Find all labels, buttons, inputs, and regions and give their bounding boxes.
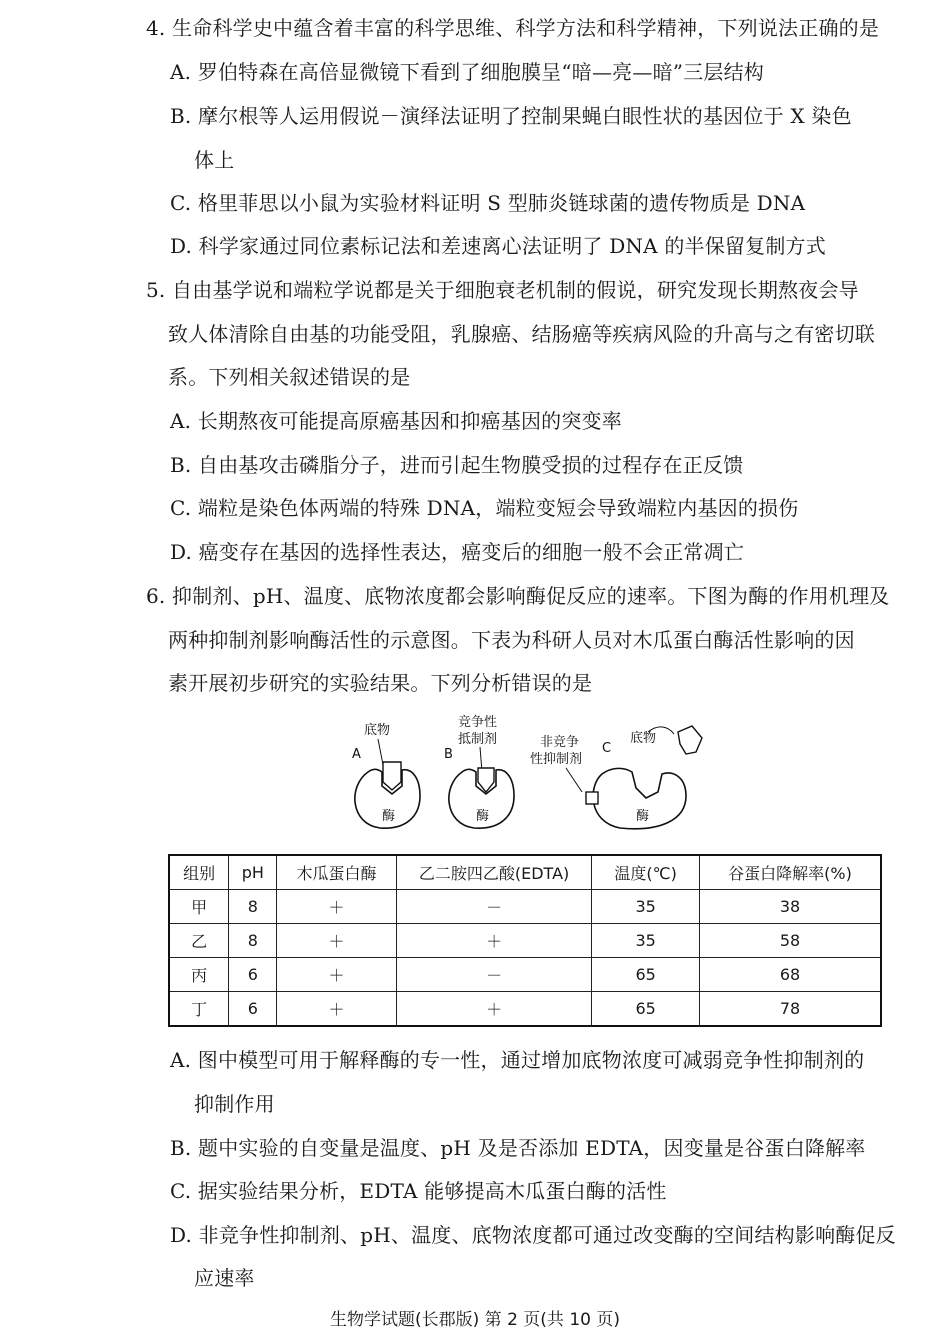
q5-stem-3: 系。下列相关叙述错误的是 — [168, 365, 411, 389]
panel-b-inhibitor-shape — [478, 768, 494, 792]
cell-group: 丙 — [169, 958, 229, 992]
cell-temperature: 65 — [592, 992, 700, 1027]
panel-c-pointer — [566, 768, 582, 792]
cell-degradation-rate: 58 — [700, 924, 881, 958]
diagram-panel-a — [352, 722, 420, 828]
panel-a-substrate-shape — [383, 762, 401, 790]
cell-edta: － — [396, 958, 591, 992]
panel-c-letter: C — [602, 741, 612, 756]
cell-temperature: 35 — [592, 890, 700, 924]
panel-c-substrate-label: 底物 — [630, 731, 657, 746]
cell-papain: ＋ — [277, 992, 397, 1027]
header-group: 组别 — [169, 855, 229, 890]
q6-stem-1: 6. 抑制剂、pH、温度、底物浓度都会影响酶促反应的速率。下图为酶的作用机理及 — [146, 584, 890, 608]
cell-temperature: 65 — [592, 958, 700, 992]
table-header-row — [169, 855, 881, 890]
q4-option-b: B. 摩尔根等人运用假说－演绎法证明了控制果蝇白眼性状的基因位于 X 染色 — [170, 104, 852, 128]
cell-edta: ＋ — [396, 924, 591, 958]
panel-c-inhibitor-label-2: 性抑制剂 — [530, 752, 583, 767]
panel-c-enzyme-label: 酶 — [636, 809, 650, 824]
panel-c-substrate-shape — [678, 726, 702, 754]
q6-stem-3: 素开展初步研究的实验结果。下列分析错误的是 — [168, 671, 593, 695]
cell-degradation-rate: 68 — [700, 958, 881, 992]
header-ph: pH — [229, 855, 277, 890]
panel-c-inhibitor-shape — [586, 792, 598, 804]
panel-a-letter: A — [352, 747, 361, 762]
cell-temperature: 35 — [592, 924, 700, 958]
q4-option-d: D. 科学家通过同位素标记法和差速离心法证明了 DNA 的半保留复制方式 — [170, 234, 826, 258]
panel-c-inhibitor-label-1: 非竞争 — [540, 735, 580, 750]
q4-option-c: C. 格里菲思以小鼠为实验材料证明 S 型肺炎链球菌的遗传物质是 DNA — [170, 191, 806, 215]
header-edta: 乙二胺四乙酸(EDTA) — [396, 855, 591, 890]
cell-group: 甲 — [169, 890, 229, 924]
cell-ph: 8 — [229, 890, 277, 924]
table-row — [169, 890, 881, 924]
q6-option-a: A. 图中模型可用于解释酶的专一性，通过增加底物浓度可减弱竞争性抑制剂的 — [170, 1048, 865, 1072]
enzyme-inhibitor-diagram — [340, 712, 720, 838]
panel-a-substrate-label: 底物 — [364, 723, 391, 738]
diagram-panel-c — [530, 726, 702, 829]
table-row — [169, 992, 881, 1027]
cell-edta: － — [396, 890, 591, 924]
cell-ph: 6 — [229, 958, 277, 992]
cell-papain: ＋ — [277, 958, 397, 992]
cell-ph: 8 — [229, 924, 277, 958]
q6-option-c: C. 据实验结果分析，EDTA 能够提高木瓜蛋白酶的活性 — [170, 1179, 667, 1203]
panel-b-inhibitor-label-2: 抵制剂 — [458, 732, 498, 747]
cell-papain: ＋ — [277, 924, 397, 958]
cell-edta: ＋ — [396, 992, 591, 1027]
q6-stem-2: 两种抑制剂影响酶活性的示意图。下表为科研人员对木瓜蛋白酶活性影响的因 — [168, 628, 855, 652]
q4-option-b-cont: 体上 — [194, 148, 235, 172]
header-degradation-rate: 谷蛋白降解率(%) — [700, 855, 881, 890]
panel-b-enzyme-label: 酶 — [476, 809, 490, 824]
cell-degradation-rate: 38 — [700, 890, 881, 924]
cell-papain: ＋ — [277, 890, 397, 924]
experiment-table — [168, 854, 882, 1027]
panel-a-enzyme-label: 酶 — [382, 809, 396, 824]
q5-stem-2: 致人体清除自由基的功能受阻，乳腺癌、结肠癌等疾病风险的升高与之有密切联 — [168, 322, 875, 346]
q4-option-a: A. 罗伯特森在高倍显微镜下看到了细胞膜呈“暗—亮—暗”三层结构 — [170, 60, 765, 84]
q5-option-b: B. 自由基攻击磷脂分子，进而引起生物膜受损的过程存在正反馈 — [170, 453, 744, 477]
panel-b-letter: B — [444, 747, 453, 762]
header-papain: 木瓜蛋白酶 — [277, 855, 397, 890]
cell-group: 乙 — [169, 924, 229, 958]
cell-degradation-rate: 78 — [700, 992, 881, 1027]
cell-group: 丁 — [169, 992, 229, 1027]
q6-option-b: B. 题中实验的自变量是温度、pH 及是否添加 EDTA，因变量是谷蛋白降解率 — [170, 1136, 866, 1160]
header-temperature: 温度(℃) — [592, 855, 700, 890]
q5-option-c: C. 端粒是染色体两端的特殊 DNA，端粒变短会导致端粒内基因的损伤 — [170, 496, 799, 520]
q6-option-d-cont: 应速率 — [194, 1266, 255, 1290]
q4-stem: 4. 生命科学史中蕴含着丰富的科学思维、科学方法和科学精神，下列说法正确的是 — [146, 16, 880, 40]
q5-option-a: A. 长期熬夜可能提高原癌基因和抑癌基因的突变率 — [170, 409, 622, 433]
q6-option-a-cont: 抑制作用 — [194, 1092, 275, 1116]
q5-option-d: D. 癌变存在基因的选择性表达，癌变后的细胞一般不会正常凋亡 — [170, 540, 745, 564]
diagram-panel-b — [444, 714, 514, 828]
cell-ph: 6 — [229, 992, 277, 1027]
table-row — [169, 924, 881, 958]
q6-option-d: D. 非竞争性抑制剂、pH、温度、底物浓度都可通过改变酶的空间结构影响酶促反 — [170, 1223, 896, 1247]
table-row — [169, 958, 881, 992]
panel-b-inhibitor-label-1: 竞争性 — [458, 715, 498, 730]
q5-stem-1: 5. 自由基学说和端粒学说都是关于细胞衰老机制的假说，研究发现长期熬夜会导 — [146, 278, 859, 302]
page-footer: 生物学试题(长郡版) 第 2 页(共 10 页) — [330, 1310, 620, 1330]
